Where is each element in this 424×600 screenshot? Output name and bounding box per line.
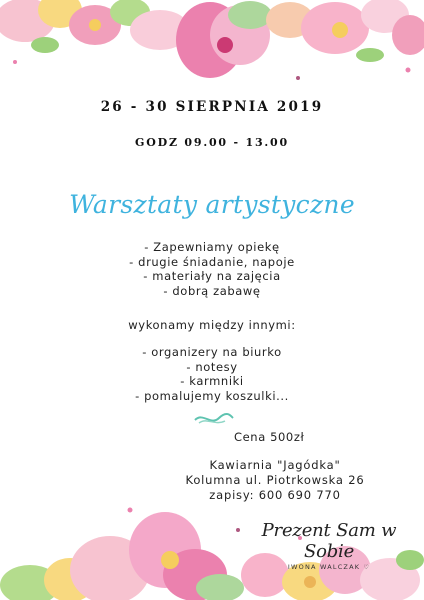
list-item: - notesy [186, 359, 238, 374]
list-item: - materiały na zajęcia [143, 269, 281, 283]
brand-author-line [244, 563, 414, 571]
venue-contact: zapisy: 600 690 770 [209, 488, 341, 502]
price: Cena 500zł [234, 430, 305, 444]
wave-divider-icon [193, 412, 235, 426]
list-item: - dobrą zabawę [163, 283, 261, 298]
list-item: - karmniki [180, 374, 244, 388]
venue-name: Kawiarnia "Jagódka" [209, 458, 341, 472]
activities-intro: wykonamy między innymi: [128, 318, 296, 332]
brand-author: IWONA WALCZAK [287, 563, 361, 571]
event-hours: GODZ 09.00 - 13.00 [135, 136, 289, 149]
event-dates: 26 - 30 SIERPNIA 2019 [100, 99, 324, 115]
list-item: - pomalujemy koszulki... [135, 388, 289, 403]
offer-list [0, 240, 424, 298]
list-item: - organizery na biurko [142, 345, 282, 359]
brand-logo [244, 520, 414, 571]
list-item: - Zapewniamy opiekę [144, 240, 280, 254]
list-item: - drugie śniadanie, napoje [129, 254, 295, 269]
venue-address: Kolumna ul. Piotrkowska 26 [185, 473, 365, 487]
heart-icon: ♡ [363, 564, 371, 571]
activities-list [0, 345, 424, 403]
event-title: Warsztaty artystyczne [69, 190, 355, 219]
floral-top-decoration [0, 0, 424, 95]
brand-name: Prezent Sam w Sobie [261, 520, 397, 562]
